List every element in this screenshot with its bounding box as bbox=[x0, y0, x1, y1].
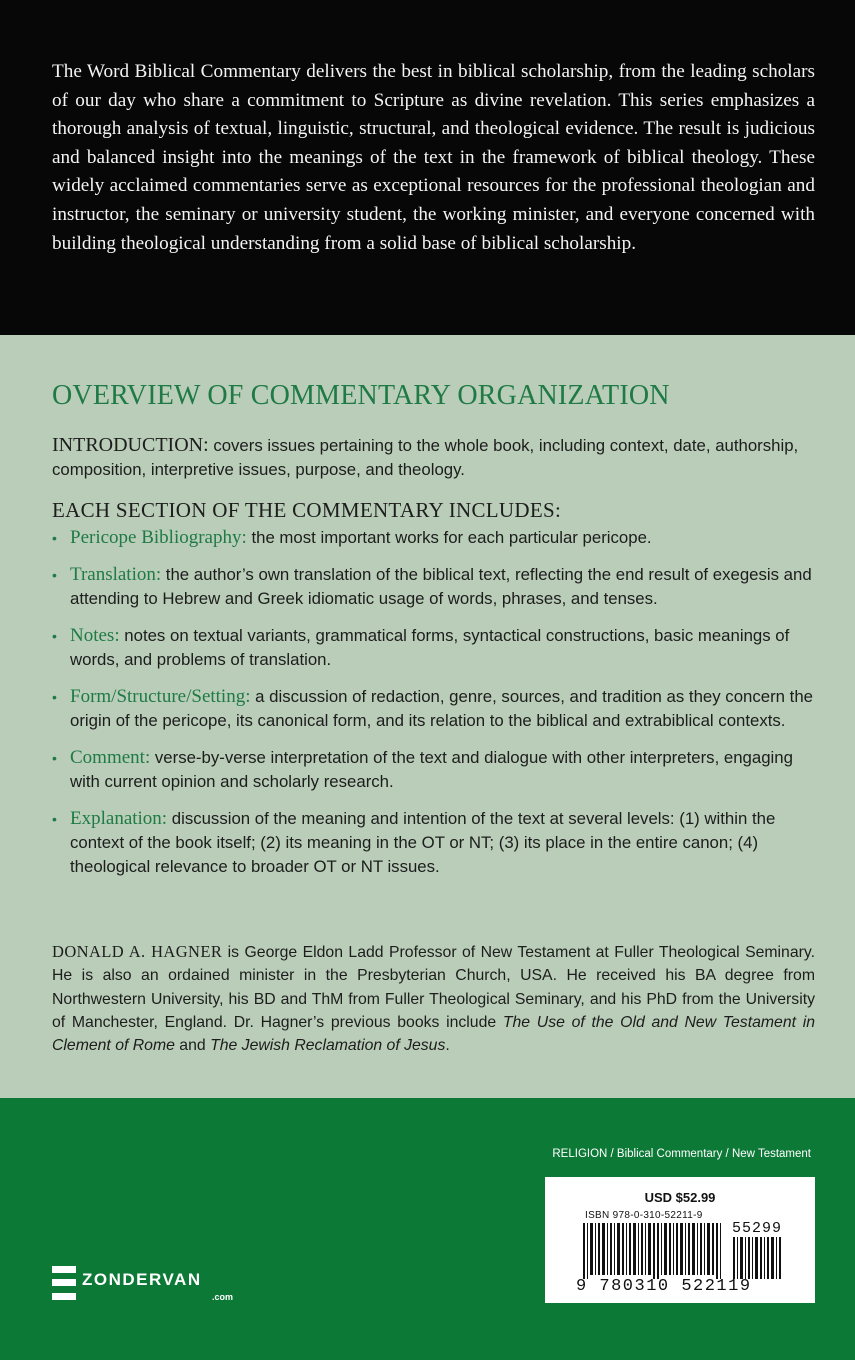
category-label: RELIGION / Biblical Commentary / New Testament bbox=[552, 1148, 811, 1160]
item-term: Explanation: bbox=[70, 808, 168, 829]
zondervan-mark-icon bbox=[52, 1266, 76, 1300]
introduction-paragraph bbox=[52, 433, 822, 482]
item-text: a discussion of redaction, genre, sources, and tradition as they concern the origin of the pericope, its canonical form, and its relation to the biblical and extrabiblical contexts. bbox=[70, 687, 813, 730]
publisher-logo bbox=[52, 1266, 234, 1305]
overview-title: OVERVIEW OF COMMENTARY ORGANIZATION bbox=[52, 380, 670, 411]
bullet-icon: • bbox=[52, 811, 57, 827]
bio-text: . bbox=[445, 1037, 450, 1055]
barcode-icon bbox=[583, 1223, 787, 1279]
item-term: Form/Structure/Setting: bbox=[70, 686, 251, 707]
item-term: Translation: bbox=[70, 564, 162, 585]
introduction-label: INTRODUCTION: bbox=[52, 434, 209, 456]
list-item bbox=[52, 624, 822, 672]
description-band bbox=[0, 0, 855, 335]
isbn-label: ISBN 978-0-310-52211-9 bbox=[585, 1210, 703, 1221]
bio-text: is George Eldon Ladd Professor of New Testament at Fuller Theological Seminary. He is also an ordained minister in the Presbyterian Church, USA. He received his BA degree from Northwestern University, his BD and ThM from Fuller Theological Seminary, and his PhD from the University of Manchester, England. Dr. Hagner’s previous books include bbox=[52, 944, 816, 1031]
barcode-panel bbox=[545, 1177, 815, 1303]
list-item bbox=[52, 746, 822, 794]
introduction-text: covers issues pertaining to the whole book, including context, date, authorship, composition, interpretive issues, purpose, and theology. bbox=[52, 436, 799, 479]
item-text: discussion of the meaning and intention of the text at several levels: (1) within the context of the book itself; (2) its meaning in the OT or NT; (3) its place in the entire canon; (4) theological relevance to broader OT or NT issues. bbox=[70, 809, 776, 876]
bullet-icon: • bbox=[52, 750, 57, 766]
bullet-icon: • bbox=[52, 567, 57, 583]
bullet-icon: • bbox=[52, 628, 57, 644]
bullet-icon: • bbox=[52, 689, 57, 705]
book-title: The Use of the Old and New Testament in Clement of Rome bbox=[52, 1013, 815, 1055]
series-description: The Word Biblical Commentary delivers the best in biblical scholarship, from the leading scholars of our day who share a commitment to Scripture as divine revelation. This series emphasizes a thorough analysis of textual, linguistic, structural, and theological evidence. The result is judicious and balanced insight into the meanings of the text in the framework of biblical theology. These widely acclaimed commentaries serve as exceptional resources for the professional theologian and instructor, the seminary or university student, the working minister, and everyone concerned with building theological understanding from a solid base of biblical scholarship. bbox=[52, 61, 815, 254]
overview-section bbox=[0, 335, 855, 1098]
list-item bbox=[52, 526, 822, 550]
section-list bbox=[52, 526, 822, 879]
list-item bbox=[52, 807, 822, 879]
author-name: DONALD A. HAGNER bbox=[52, 942, 223, 961]
list-item bbox=[52, 685, 822, 733]
item-text: the most important works for each particular pericope. bbox=[246, 528, 652, 547]
book-title: The Jewish Reclamation of Jesus bbox=[210, 1037, 446, 1055]
item-text: the author’s own translation of the biblical text, reflecting the end result of exegesis and attending to Hebrew and Greek idiomatic usage of words, phrases, and tenses. bbox=[70, 565, 812, 608]
addon-digits: 55299 bbox=[732, 1220, 783, 1237]
bio-text: and bbox=[174, 1037, 211, 1055]
each-section-title: EACH SECTION OF THE COMMENTARY INCLUDES: bbox=[52, 498, 562, 522]
item-term: Comment: bbox=[70, 747, 151, 768]
bullet-icon: • bbox=[52, 530, 57, 546]
publisher-name: ZONDERVAN bbox=[82, 1270, 202, 1289]
footer-band bbox=[0, 1098, 855, 1360]
item-text: notes on textual variants, grammatical forms, syntactical constructions, basic meanings of words, and problems of translation. bbox=[70, 626, 790, 669]
barcode-digits: 9 780310 522119 bbox=[576, 1277, 752, 1296]
list-item bbox=[52, 563, 822, 611]
publisher-sub: .com bbox=[212, 1292, 234, 1302]
author-bio bbox=[52, 940, 815, 1057]
price-label: USD $52.99 bbox=[644, 1190, 716, 1205]
item-text: verse-by-verse interpretation of the text and dialogue with other interpreters, engaging with current opinion and scholarly research. bbox=[70, 748, 793, 791]
item-term: Pericope Bibliography: bbox=[70, 527, 247, 548]
item-term: Notes: bbox=[70, 625, 120, 646]
